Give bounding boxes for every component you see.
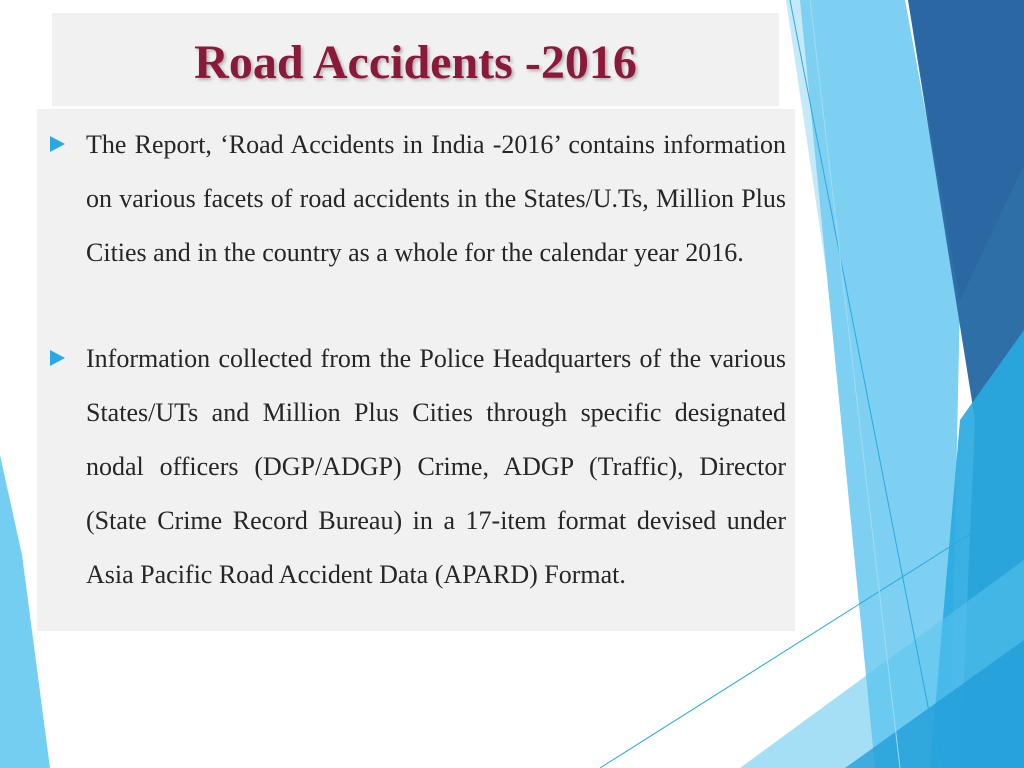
bullet-text: Information collected from the Police Headquarters of the various States/UTs and Million Plus Cities through specific designated nodal officers (DGP/ADGP) Crime, ADGP (Traffic), Director (State Crime Record Bureau) in a 17-item format devised under Asia Pacific Road Accident Data (APARD) Format. — [86, 344, 786, 589]
title-panel — [52, 13, 779, 106]
bullet-item — [46, 118, 786, 280]
slide-title: Road Accidents -2016 — [194, 36, 637, 89]
bullet-item — [46, 332, 786, 602]
bullet-list — [46, 118, 786, 602]
triangle-bullet-icon — [50, 136, 65, 152]
triangle-bullet-icon — [50, 350, 65, 366]
bullet-text: The Report, ‘Road Accidents in India -2016’ contains information on various facets of road accidents in the States/U.Ts, Million Plus Cities and in the country as a whole for the calendar year 2016. — [86, 130, 786, 267]
